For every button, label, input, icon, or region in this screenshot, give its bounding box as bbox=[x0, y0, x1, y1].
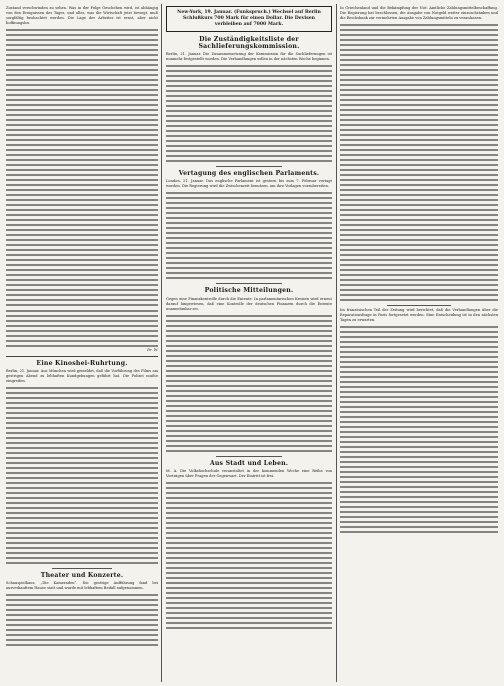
article-body-lines bbox=[6, 29, 158, 306]
article-body-lines bbox=[340, 326, 498, 533]
article-lead: In Griechenland und die Bekämpfung der Not: Amtliche Zahlungsmittelbeschaffung. Die Regierung hat beschlossen, die Ausgabe von Notgeld weiter einzuschränken und die Reichsbank zur vermehrten Ausgabe von Zahlungsmitteln zu veranlassen. bbox=[340, 6, 498, 20]
article-lead: Zustand verschwinden zu sehen. Was in der Folge Geschehen wird, ist abhängig von den Ereignissen des Tages, und alles, was die Wirtschaft jetzt bewegt, muß sorgfältig beobachtet werden. Die Lage der Arbeiter ist ernst, aber nicht hoffnungslos. bbox=[6, 6, 158, 25]
middle-article-1 bbox=[166, 36, 332, 162]
article-body-lines bbox=[166, 192, 332, 279]
article-lead: Berlin, 21. Januar. Aus München wird gemeldet, daß die Vorführung des Films am gestrigen Abend zu lebhaften Kundgebungen geführt hat. Die Polizei mußte eingreifen. bbox=[6, 369, 158, 384]
article-headline: Politische Mitteilungen. bbox=[204, 287, 294, 295]
article-lead: Berlin, 21. Januar. Die Zusammensetzung der Kommission für die Sachlieferungen ist nunmehr festgestellt worden. Die Verhandlungen sollen in der nächsten Woche beginnen. bbox=[166, 52, 332, 62]
middle-article-4 bbox=[166, 460, 332, 629]
article-headline: Eine Kinoshei-Ruhrtung. bbox=[36, 360, 128, 367]
article-lead: Schauspielhaus. „Die Kameraden“. Die gestrige Aufführung fand bei ausverkauftem Hause statt und wurde mit lebhaftem Beifall aufgenommen. bbox=[6, 581, 158, 591]
article-lead: M. A. Die Volkshochschule veranstaltet in der kommenden Woche eine Reihe von Vorträgen über Fragen der Gegenwart. Der Eintritt ist frei. bbox=[166, 468, 332, 478]
column-divider bbox=[336, 4, 337, 682]
article-headline: Die Zuständigkeitsliste der Sachlieferungskommission. bbox=[198, 36, 300, 51]
article-body-lines bbox=[166, 315, 332, 452]
section-divider bbox=[216, 456, 282, 457]
section-divider bbox=[216, 283, 282, 284]
left-article-2 bbox=[6, 310, 158, 352]
article-body-lines bbox=[6, 310, 158, 347]
column-divider bbox=[161, 4, 162, 682]
section-divider bbox=[52, 568, 113, 569]
section-divider bbox=[216, 166, 282, 167]
middle-column bbox=[166, 6, 332, 633]
right-article-2 bbox=[340, 308, 498, 533]
article-lead: Im französischen Teil der Zeitung wird berichtet, daß die Verhandlungen über die Reparationsfrage in Paris fortgesetzt werden. Eine Entscheidung ist in den nächsten Tagen zu erwarten. bbox=[340, 308, 498, 322]
article-lead: Gegen eine Finanzkontrolle durch die Entente. In parlamentarischen Kreisen wird erneut darauf hingewiesen, daß eine Kontrolle der deutschen Finanzen durch die Entente unannehmbar sei. bbox=[166, 296, 332, 311]
article-body-lines bbox=[340, 24, 498, 301]
article-body-lines bbox=[166, 65, 332, 162]
exchange-rate-notice: New-York, 19. Januar. (Funkspruch.) Wechsel auf Berlin Schlußkurs 700 Mark für einen Dollar. Die Devisen verbleiben auf 7000 Mark. bbox=[166, 6, 332, 32]
section-divider bbox=[6, 356, 158, 357]
article-body-lines bbox=[6, 387, 158, 564]
middle-article-2 bbox=[166, 170, 332, 279]
article-headline: Vertagung des englischen Parlaments. bbox=[178, 170, 320, 178]
left-article-1 bbox=[6, 6, 158, 306]
article-headline: Aus Stadt und Leben. bbox=[209, 459, 289, 467]
right-article-1 bbox=[340, 6, 498, 301]
article-signoff: Dr. W. bbox=[147, 348, 158, 352]
middle-article-3 bbox=[166, 287, 332, 451]
article-body-lines bbox=[166, 482, 332, 629]
article-lead: London, 21. Januar. Das englische Parlament ist gestern bis zum 7. Februar vertagt worden. Die Regierung wird die Zwischenzeit benutzen, um ihre Vorlagen vorzubereiten. bbox=[166, 179, 332, 189]
article-headline: Theater und Konzerte. bbox=[40, 572, 124, 580]
left-column bbox=[6, 6, 158, 650]
article-body-lines bbox=[6, 594, 158, 646]
left-article-4 bbox=[6, 572, 158, 646]
section-divider bbox=[387, 305, 450, 306]
right-column bbox=[340, 6, 498, 537]
left-article-3 bbox=[6, 360, 158, 564]
